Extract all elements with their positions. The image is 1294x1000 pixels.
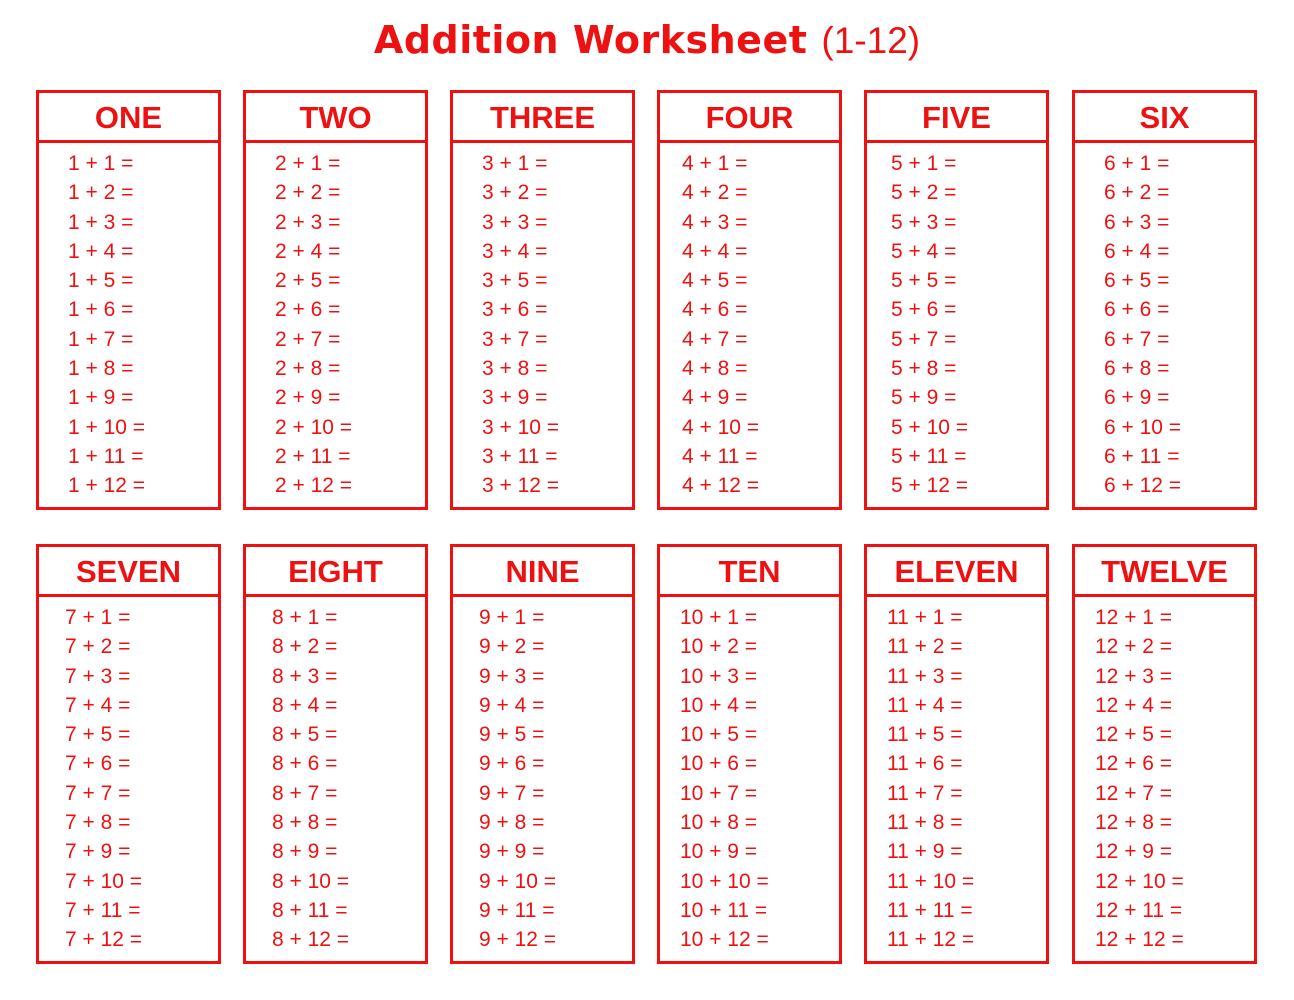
table-box [864,90,1049,510]
addition-problem: 6 + 4 = [1104,239,1170,263]
addition-problem: 12 + 6 = [1095,752,1173,776]
table-box [450,90,635,510]
table-heading: TWO [246,93,425,143]
addition-problem: 4 + 11 = [682,444,758,468]
addition-problem: 7 + 1 = [65,606,131,629]
addition-problem: 7 + 2 = [65,635,131,659]
addition-problem: 10 + 3 = [680,664,758,688]
addition-problem: 8 + 7 = [272,781,338,805]
addition-problem: 8 + 12 = [272,928,350,952]
addition-problem: 5 + 7 = [891,327,957,351]
problem-list [453,143,632,501]
addition-problem: 10 + 2 = [680,635,758,659]
problem-list [1075,597,1254,955]
addition-problem: 11 + 9 = [887,840,963,864]
problem-list [39,143,218,501]
table-heading: SIX [1075,93,1254,143]
addition-problem: 8 + 3 = [272,664,338,688]
addition-problem: 1 + 6 = [68,298,134,322]
addition-problem: 12 + 7 = [1095,781,1173,805]
addition-problem: 9 + 6 = [479,752,545,776]
addition-problem: 3 + 7 = [482,327,548,351]
addition-problem: 9 + 3 = [479,664,545,688]
addition-problem: 4 + 1 = [682,152,748,175]
addition-problem: 1 + 9 = [68,386,134,410]
addition-problem: 1 + 2 = [68,181,134,205]
addition-problem: 10 + 8 = [680,811,758,835]
addition-problem: 2 + 2 = [275,181,341,205]
addition-problem: 4 + 8 = [682,357,748,381]
addition-problem: 6 + 1 = [1104,152,1170,175]
addition-problem: 6 + 7 = [1104,327,1170,351]
problem-list [660,597,839,955]
addition-problem: 4 + 9 = [682,386,748,410]
addition-problem: 3 + 10 = [482,415,560,439]
addition-problem: 5 + 9 = [891,386,957,410]
addition-problem: 3 + 5 = [482,269,548,293]
addition-problem: 9 + 10 = [479,869,557,893]
addition-problem: 6 + 2 = [1104,181,1170,205]
addition-problem: 5 + 11 = [891,444,967,468]
addition-problem: 9 + 9 = [479,840,545,864]
addition-problem: 4 + 6 = [682,298,748,322]
addition-problem: 12 + 11 = [1095,898,1183,922]
worksheet-title-range: (1-12) [821,20,921,61]
addition-problem: 6 + 11 = [1104,444,1180,468]
table-box [657,544,842,964]
addition-problem: 11 + 3 = [887,664,963,688]
table-heading: ONE [39,93,218,143]
addition-problem: 7 + 10 = [65,869,143,893]
addition-problem: 10 + 7 = [680,781,758,805]
addition-problem: 3 + 2 = [482,181,548,205]
addition-problem: 2 + 1 = [275,152,341,175]
table-heading: TEN [660,547,839,597]
addition-problem: 10 + 11 = [680,898,768,922]
addition-problem: 3 + 3 = [482,210,548,234]
addition-problem: 10 + 1 = [680,606,758,629]
addition-problem: 12 + 2 = [1095,635,1173,659]
addition-problem: 5 + 5 = [891,269,957,293]
addition-problem: 1 + 11 = [68,444,144,468]
addition-problem: 7 + 9 = [65,840,131,864]
worksheet-title [0,18,1294,62]
table-heading: FIVE [867,93,1046,143]
addition-problem: 10 + 4 = [680,693,758,717]
addition-problem: 4 + 10 = [682,415,760,439]
addition-problem: 8 + 4 = [272,693,338,717]
addition-problem: 6 + 10 = [1104,415,1182,439]
addition-problem: 2 + 11 = [275,444,351,468]
addition-problem: 1 + 5 = [68,269,134,293]
addition-problem: 3 + 11 = [482,444,558,468]
addition-problem: 11 + 7 = [887,781,963,805]
addition-problem: 10 + 12 = [680,928,769,952]
table-box [1072,90,1257,510]
addition-problem: 8 + 8 = [272,811,338,835]
table-box [657,90,842,510]
addition-problem: 9 + 11 = [479,898,555,922]
table-heading: ELEVEN [867,547,1046,597]
addition-problem: 11 + 6 = [887,752,963,776]
addition-problem: 7 + 8 = [65,811,131,835]
addition-problem: 10 + 10 = [680,869,769,893]
problem-list [246,597,425,955]
table-box [243,90,428,510]
addition-problem: 5 + 10 = [891,415,969,439]
addition-problem: 10 + 9 = [680,840,758,864]
addition-problem: 12 + 5 = [1095,723,1173,747]
addition-problem: 12 + 3 = [1095,664,1173,688]
addition-problem: 7 + 4 = [65,693,131,717]
addition-problem: 11 + 1 = [887,606,963,629]
addition-problem: 7 + 6 = [65,752,131,776]
addition-problem: 3 + 8 = [482,357,548,381]
addition-problem: 7 + 11 = [65,898,141,922]
table-box [1072,544,1257,964]
addition-problem: 4 + 4 = [682,239,748,263]
addition-problem: 6 + 12 = [1104,474,1182,498]
table-heading: TWELVE [1075,547,1254,597]
addition-problem: 12 + 1 = [1095,606,1173,629]
addition-problem: 9 + 12 = [479,928,557,952]
addition-problem: 1 + 3 = [68,210,134,234]
addition-problem: 2 + 10 = [275,415,353,439]
addition-problem: 11 + 4 = [887,693,963,717]
problem-list [867,143,1046,501]
table-box [243,544,428,964]
table-heading: THREE [453,93,632,143]
addition-problem: 12 + 8 = [1095,811,1173,835]
addition-problem: 9 + 7 = [479,781,545,805]
addition-problem: 11 + 2 = [887,635,963,659]
addition-problem: 3 + 12 = [482,474,560,498]
addition-problem: 2 + 8 = [275,357,341,381]
addition-problem: 1 + 7 = [68,327,134,351]
addition-problem: 7 + 3 = [65,664,131,688]
addition-problem: 9 + 1 = [479,606,545,629]
problem-list [39,597,218,955]
addition-problem: 2 + 9 = [275,386,341,410]
addition-problem: 8 + 11 = [272,898,348,922]
addition-problem: 5 + 12 = [891,474,969,498]
problem-list [246,143,425,501]
addition-problem: 8 + 9 = [272,840,338,864]
table-heading: NINE [453,547,632,597]
addition-problem: 8 + 6 = [272,752,338,776]
addition-problem: 9 + 8 = [479,811,545,835]
addition-problem: 7 + 7 = [65,781,131,805]
addition-problem: 5 + 2 = [891,181,957,205]
addition-problem: 4 + 3 = [682,210,748,234]
addition-problem: 9 + 5 = [479,723,545,747]
addition-problem: 11 + 10 = [887,869,975,893]
addition-problem: 8 + 5 = [272,723,338,747]
table-heading: FOUR [660,93,839,143]
addition-problem: 5 + 3 = [891,210,957,234]
addition-problem: 4 + 7 = [682,327,748,351]
table-box [450,544,635,964]
addition-problem: 11 + 11 = [887,898,973,922]
table-box [864,544,1049,964]
table-box [36,90,221,510]
addition-problem: 2 + 3 = [275,210,341,234]
addition-problem: 8 + 2 = [272,635,338,659]
addition-problem: 11 + 8 = [887,811,963,835]
addition-problem: 5 + 1 = [891,152,957,175]
addition-problem: 8 + 1 = [272,606,338,629]
addition-problem: 2 + 6 = [275,298,341,322]
addition-problem: 6 + 6 = [1104,298,1170,322]
addition-problem: 3 + 4 = [482,239,548,263]
addition-problem: 4 + 5 = [682,269,748,293]
table-heading: SEVEN [39,547,218,597]
addition-problem: 6 + 9 = [1104,386,1170,410]
addition-problem: 6 + 3 = [1104,210,1170,234]
addition-problem: 9 + 4 = [479,693,545,717]
addition-problem: 10 + 6 = [680,752,758,776]
problem-list [1075,143,1254,501]
addition-problem: 2 + 4 = [275,239,341,263]
table-box [36,544,221,964]
problem-list [453,597,632,955]
addition-problem: 2 + 5 = [275,269,341,293]
addition-problem: 11 + 12 = [887,928,975,952]
addition-problem: 1 + 12 = [68,474,146,498]
problem-list [867,597,1046,955]
addition-problem: 9 + 2 = [479,635,545,659]
table-heading: EIGHT [246,547,425,597]
problem-list [660,143,839,501]
addition-problem: 7 + 12 = [65,928,143,952]
addition-problem: 1 + 8 = [68,357,134,381]
addition-problem: 8 + 10 = [272,869,350,893]
addition-problem: 7 + 5 = [65,723,131,747]
addition-problem: 5 + 4 = [891,239,957,263]
addition-problem: 4 + 12 = [682,474,760,498]
addition-problem: 2 + 7 = [275,327,341,351]
addition-problem: 12 + 4 = [1095,693,1173,717]
addition-problem: 11 + 5 = [887,723,963,747]
addition-problem: 1 + 4 = [68,239,134,263]
addition-problem: 10 + 5 = [680,723,758,747]
addition-problem: 6 + 5 = [1104,269,1170,293]
addition-problem: 2 + 12 = [275,474,353,498]
worksheet-title-main: Addition Worksheet [373,18,808,62]
addition-problem: 12 + 12 = [1095,928,1184,952]
addition-problem: 12 + 10 = [1095,869,1184,893]
addition-problem: 12 + 9 = [1095,840,1173,864]
addition-problem: 6 + 8 = [1104,357,1170,381]
addition-problem: 5 + 6 = [891,298,957,322]
addition-problem: 3 + 6 = [482,298,548,322]
addition-problem: 1 + 1 = [68,152,134,175]
addition-problem: 5 + 8 = [891,357,957,381]
addition-problem: 1 + 10 = [68,415,146,439]
addition-problem: 3 + 9 = [482,386,548,410]
addition-problem: 4 + 2 = [682,181,748,205]
addition-problem: 3 + 1 = [482,152,548,175]
